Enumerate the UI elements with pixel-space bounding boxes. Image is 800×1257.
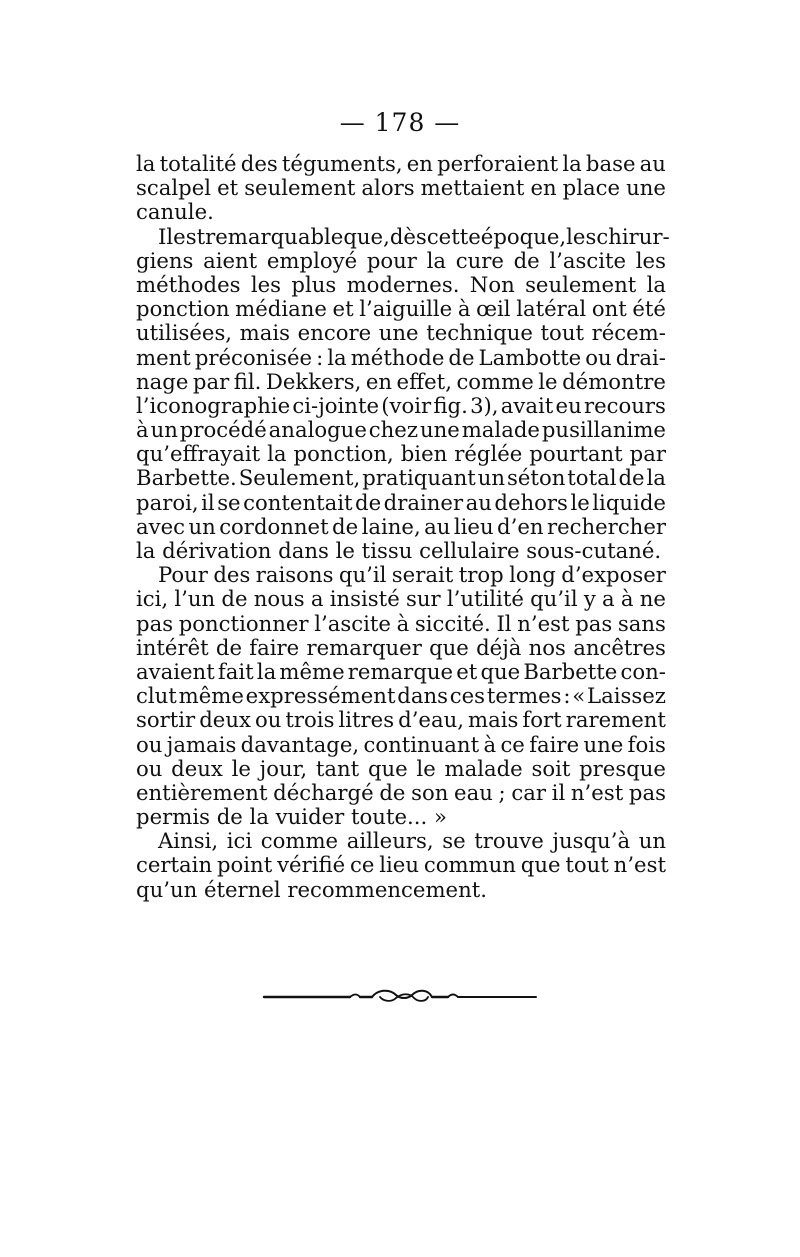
text-line: qu’un éternel recommencement.: [136, 876, 487, 902]
text-line: la dérivation dans le tissu cellulaire sous-cutané.: [136, 538, 662, 563]
text-line: à un procédé analogue chez une malade pusillanime: [136, 417, 666, 443]
text-line: méthodes les plus modernes. Non seulement la: [136, 271, 666, 297]
text-line: clut même expressément dans ces termes : « Laissez: [136, 683, 666, 709]
text-line: Ainsi, ici comme ailleurs, se trouve jusqu’à un: [158, 828, 666, 854]
text-line: la totalité des téguments, en perforaient la base au: [136, 151, 666, 176]
text-line: giens aient employé pour la cure de l’ascite les: [136, 247, 666, 273]
text-line: permis de la vuider toute... »: [136, 804, 447, 830]
text-line: paroi, il se contentait de drainer au dehors le liquide: [136, 489, 666, 515]
text-line: ou jamais davantage, continuant à ce faire une fois: [136, 731, 666, 757]
text-line: ou deux le jour, tant que le malade soit presque: [136, 755, 666, 781]
text-line: avec un cordonnet de laine, au lieu d’en rechercher: [136, 513, 666, 539]
text-line: utilisées, mais encore une technique tout récem-: [136, 320, 666, 346]
text-line: l’iconographie ci-jointe (voir fig. 3), avait eu recours: [136, 392, 666, 418]
text-line: intérêt de faire remarquer que déjà nos ancêtres: [136, 634, 666, 660]
text-line: scalpel et seulement alors mettaient en place une: [136, 175, 666, 201]
text-line: ment préconisée : la méthode de Lambotte ou drai-: [136, 344, 666, 370]
text-line: ponction médiane et l’aiguille à œil latéral ont été: [136, 296, 666, 322]
text-line: canule.: [136, 199, 214, 225]
text-line: Pour des raisons qu’il serait trop long d’exposer: [158, 562, 666, 588]
page-number: — 178 —: [339, 108, 461, 137]
text-line: certain point vérifié ce lieu commun que tout n’est: [136, 852, 666, 878]
text-line: Il est remarquable que,dès cette époque,les chirur-: [158, 223, 670, 249]
text-line: qu’effrayait la ponction, bien réglée pourtant par: [136, 441, 666, 467]
text-line: sortir deux ou trois litres d’eau, mais fort rarement: [136, 707, 666, 733]
text-line: entièrement déchargé de son eau ; car il n’est pas: [136, 779, 666, 805]
decorative-flourish: [262, 985, 538, 1007]
text-line: Barbette. Seulement, pratiquant un séton total de la: [136, 465, 666, 491]
text-line: avaient fait la même remarque et que Barbette con-: [136, 658, 666, 684]
text-line: ici, l’un de nous a insisté sur l’utilité qu’il y a à ne: [136, 586, 666, 612]
text-line: pas ponctionner l’ascite à siccité. Il n’est pas sans: [136, 610, 666, 636]
text-line: nage par fil. Dekkers, en effet, comme le démontre: [136, 368, 666, 394]
body-text: [136, 151, 670, 902]
